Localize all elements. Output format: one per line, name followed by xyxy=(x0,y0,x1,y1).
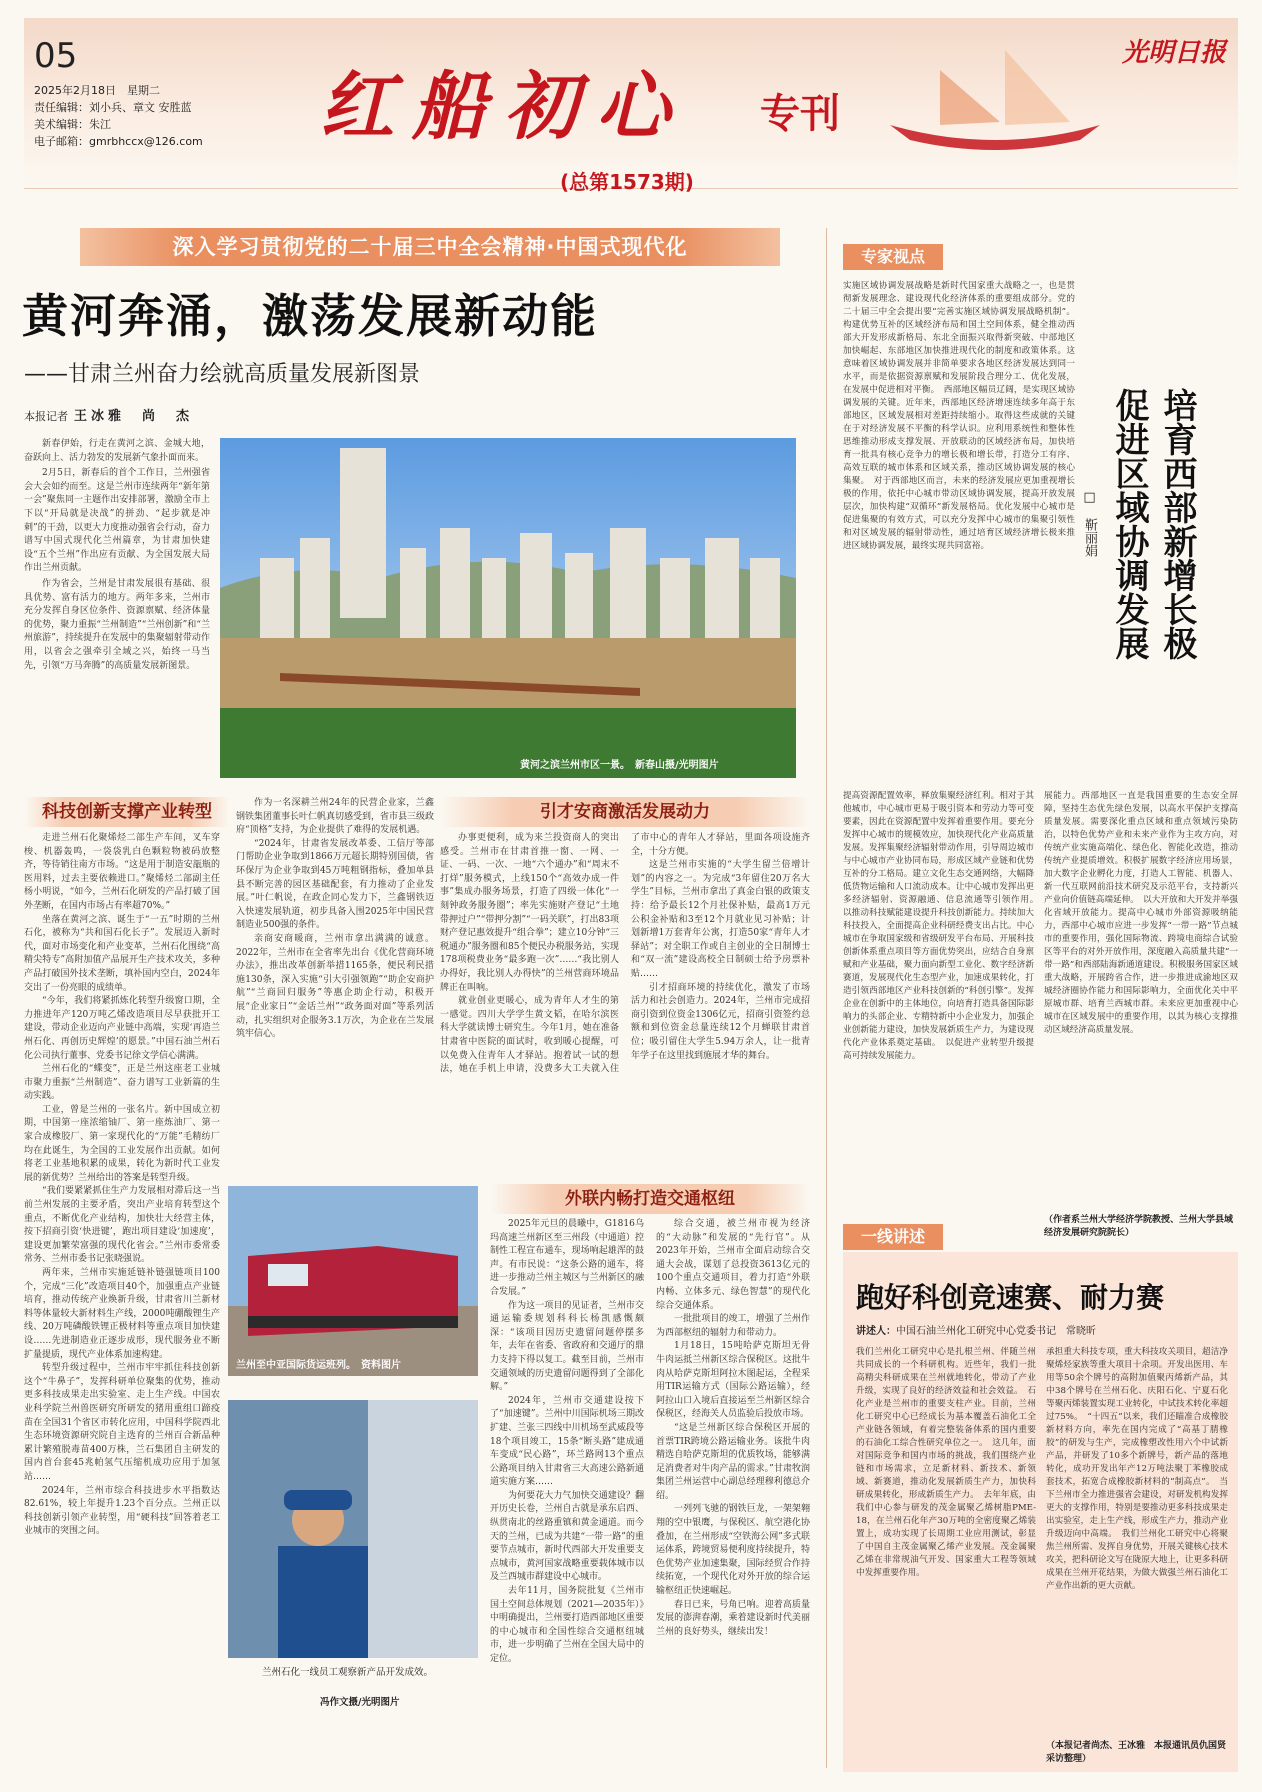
lanzhou-city-photo xyxy=(220,438,796,778)
expert-author: □ 靳丽娟 xyxy=(1082,490,1097,557)
body-paragraph: 春日已来，号角已响。迎着高质量发展的澎湃春潮，乘着建设新时代美丽兰州的良好势头，继续出发！ xyxy=(656,1599,810,1637)
body-paragraph: 2024年，兰州市交通建设按下了“加速键”。兰州中川国际机场三期改扩建、兰张三四线中川机场至武威段等18个项目竣工，15条“断头路”建成通车变成“民心路”，环兰路网13个重点公路项目纳入甘肃省三大高速公路新通道实施方案…… xyxy=(490,1395,644,1488)
body-paragraph: 一批批项目的竣工，增强了兰州作为西部枢纽的辐射力和带动力。 xyxy=(656,1314,810,1338)
issue-number: (总第1573期) xyxy=(560,170,694,194)
body-paragraph: 坐落在黄河之滨、诞生于“一五”时期的兰州石化，被称为“共和国石化长子”。发展迈入新时代，面对市场变化和产业变革，兰州石化围绕“高精尖特专”高附加值产品展开生产技术攻关，多种产品打破国外技术垄断，填补国内空白，2024年交出了一份亮眼的成绩单。 xyxy=(24,914,220,993)
lead-photo-caption: 黄河之滨兰州市区一景。 新春山摄/光明图片 xyxy=(520,760,719,771)
byline-names: 王冰雅 尚 杰 xyxy=(74,409,194,424)
worker-image xyxy=(228,1400,478,1658)
expert-column-2: 提高资源配置效率，释放集聚经济红利。相对于其他城市，中心城市更易于吸引资本和劳动力等可变要素，因此在资源配置中发挥着重要作用。要充分发挥中心城市的规模效应，加快现代化产业高质量发展。发挥集聚经济辐射带动作用，引导周边城市与中心城市产业协同布局，形成区域产业链和优势互补的分工格局。建立文化生态交通网络，大幅降低货物运输和人口流动成本。让中心城市发挥出更多经济辐射、资源融通、信息流通等引领作用。 以推动科技赋能建设提升科技创新能力。持续加大科技投入，全面提高企业科研经费支出占比。中心城市在争取国家级和省级研发平台布局、开展科技创新体系重点项目等方面优势突出，应结合自身禀赋和产业基础，聚力面向新型工业化、数字经济新赛道，发展现代化生态型产业，加速成果转化，打造引领西部地区产业科技创新的“科创引擎”。发挥企业在创新中的主体地位，向培育打造具备国际影响力的头部企业、专精特新中小企业发力，加强企业创新能力建设，加快发展新质生产力，为建设现代化产业体系奠定基础。 以促进产业转型升级提高可持续发展能力。 xyxy=(843,791,1043,1061)
train-image xyxy=(228,1186,478,1376)
body-paragraph: 为何要花大力气加快交通建设？翻开历史长卷，兰州自古就是承东启西、纵贯南北的丝路重镇和黄金通道。而今天的兰州，已成为共建“一带一路”的重要节点城市，新时代西部大开发重要支点城市，黄河国家战略重要载体城市以及兰西城市群建设中心城市。 xyxy=(490,1490,644,1583)
speaker-label: 讲述人： xyxy=(856,1326,896,1337)
expert-author-note: （作者系兰州大学经济学院教授、兰州大学县域经济发展研究院院长） xyxy=(1044,1215,1234,1238)
section-heading-talent: 引才安商激活发展动力 xyxy=(440,797,810,827)
body-paragraph: 一列列飞驰的钢铁巨龙，一架架翱翔的空中银鹰，与保税区、航空港化协叠加，在兰州形成“空铁海公网”多式联运体系，跨境贸易便利度持续提升，特色优势产业加速集聚，国际经贸合作持续拓宽，一个现代化对外开放的综合运输枢纽正快速崛起。 xyxy=(656,1504,810,1597)
body-paragraph: 引才招商环境的持续优化，激发了市场活力和社会创造力。2024年，兰州市完成招商引资到位资金1306亿元，招商引资签约总额和到位资金总量连续12个月蝉联甘肃首位；吸引留住大学生5.94万余人，让一批青年学子在这里找到施展才华的舞台。 xyxy=(631,982,810,1061)
expert-title-line-2: 促进区域协调发展 xyxy=(1109,388,1149,660)
frontline-tag: 一线讲述 xyxy=(843,1224,943,1250)
lead-subheadline: ——甘肃兰州奋力绘就高质量发展新图景 xyxy=(24,362,421,387)
body-paragraph: 2024年，兰州市综合科技进步水平指数达82.61%，较上年提升1.23个百分点。兰州正以科技创新引领产业转型，用“硬科技”回答着老工业城市的突围之问。 xyxy=(24,1485,220,1537)
section-transport-columns xyxy=(490,1218,810,1768)
worker-photo-credit: 冯作文摄/光明图片 xyxy=(320,1697,400,1708)
worker-photo-caption: 兰州石化一线员工观察新产品开发成效。 xyxy=(262,1667,434,1678)
city-skyline-image xyxy=(220,438,796,778)
train-photo-caption: 兰州至中亚国际货运班列。 资料图片 xyxy=(236,1360,401,1371)
freight-train-photo xyxy=(228,1186,478,1376)
body-paragraph: 作为这一项目的见证者，兰州市交通运输委规划科科长杨凯感慨颇深：“该项目因历史遗留问题停摆多年，去年在省委、省政府和交通厅的鼎力支持下得以复工。截至目前，兰州市交通领域的历史遗留问题得到了全部化解。” xyxy=(490,1300,644,1393)
lead-headline: 黄河奔涌，激荡发展新动能 xyxy=(22,289,598,343)
issue-date: 2025年2月18日 星期二 xyxy=(34,84,160,97)
body-paragraph: 两年来，兰州市实施延链补链强链项目100个，完成“三化”改造项目40个，加强重点产业链培育，推动传统产业焕新升级，甘肃省川兰新材料等体量较大新材料生产线，2000吨硼酸锂生产线、20万吨磷酸铁锂正极材料等重点项目加快建设……先进制造业正逐步成形，现代服务业不断扩量提质，现代产业体系加速构建。 xyxy=(24,1268,220,1360)
supplement-subtitle: 专刊 xyxy=(760,91,840,137)
red-boat-illustration xyxy=(880,30,1110,160)
intro-paragraph: 2月5日，新春后的首个工作日，兰州强省会大会如约而至。这是兰州市连续两年“新年第一会”聚焦同一主题作出安排部署，激励全市上下以“开局就是决战”的拼劲、“起步就是冲刺”的干劲，以更大力度推动强省会行动，奋力谱写中国式现代化兰州篇章，为甘肃加快建设“五个兰州”作出应有贡献、为全国发展大局作出兰州贡献。 xyxy=(24,468,210,574)
speaker-name: 中国石油兰州化工研究中心党委书记 常晓昕 xyxy=(896,1326,1096,1337)
theme-banner: 深入学习贯彻党的二十届三中全会精神·中国式现代化 xyxy=(80,228,780,266)
body-paragraph: 2025年元旦的晨曦中，G1816乌玛高速兰州新区至三州段（中通道）控制性工程宣布通车，现场响起雄浑的鼓声。有市民说：“这条公路的通车，将进一步推动兰州主城区与兰州新区的融合发展。” xyxy=(490,1219,644,1297)
edition-meta xyxy=(34,82,203,150)
expert-view-tag: 专家视点 xyxy=(843,244,943,270)
body-paragraph: “这是兰州新区综合保税区开展的首票TIR跨境公路运输业务。该批牛肉精选自哈萨克斯坦的优质牧场，能够满足消费者对牛肉产品的需求。”甘肃牧润集团兰州运营中心副总经理穆利德总介绍。 xyxy=(656,1422,810,1501)
expert-column-1: 实施区域协调发展战略是新时代国家重大战略之一，也是贯彻新发展理念、建设现代化经济体系的重要组成部分。党的二十届三中全会提出要“完善实施区域协调发展战略机制”。构建优势互补的区域经济布局和国土空间体系，健全推动西部大开发形成新格局、东北全面振兴取得新突破、中部地区加快崛起、东部地区加快推进现代化的制度和政策体系。这意味着区域协调发展并非简单要求各地区经济发展达到同一水平，而是依据资源禀赋和发展阶段合理分工、优化发展，在发展中促进相对平衡。 西部地区幅员辽阔，是实现区域协调发展的关键。近年来，西部地区经济增速连续多年高于东部地区，区域发展相对差距持续缩小。取得这些成就的关键在于对经济发展不平衡的科学认识。应利用系统性和整体性思维推动形成支撑发展、开放联动的区域经济布局，加快培育一批具有核心竞争力的增长极和增长带，打造分工有序、高效互联的城市体系和区域关系，推动区域协调发展的核心集聚。 对于西部地区而言，未来的经济发展应更加重视增长极的作用，依托中心城市带动区域协调发展，提高开放发展层次，加快构建“双循环”新发展格局。优化发展中心城市是促进集聚的有效方式，可以充分发挥中心城市的集聚引领性和对区域发展的辐射带动性，通过培育区域经济增长极来推进区域协调发展，最终实现共同富裕。 xyxy=(843,281,1075,551)
expert-title-line-1: 培育西部新增长极 xyxy=(1157,388,1197,660)
section-heading-transport: 外联内畅打造交通枢纽 xyxy=(490,1184,810,1214)
lecture-closing-note: （本报记者尚杰、王冰雅 本报通讯员仇国贤采访整理） xyxy=(1046,1741,1227,1764)
section-talent-columns xyxy=(440,832,810,1182)
section-tech-column-1 xyxy=(24,832,220,1768)
body-paragraph: 工业，曾是兰州的一张名片。新中国成立初期，中国第一座浓缩铀厂、第一座炼油厂、第一家合成橡胶厂、第一家现代化的“万能”毛精纺厂均在此诞生，为全国的工业发展作出贡献。如何将老工业基地积累的成果，转化为新时代工业发展的新优势？兰州给出的答案是转型升级。 xyxy=(24,1104,220,1183)
body-paragraph: 走进兰州石化聚烯烃二部生产车间，叉车穿梭、机器轰鸣，一袋袋乳白色颗粒物被码放整齐，等待销往南方市场。“这是用于制造安瓿瓶的医用料，过去主要依赖进口。”聚烯烃二部副主任杨小明说，“如今，兰州石化研发的产品打破了国外垄断，在国内市场占有率超70%。” xyxy=(24,833,220,911)
lead-intro xyxy=(24,438,210,778)
body-paragraph: 亲商安商暖商，兰州市拿出满满的诚意。2022年，兰州市在全省率先出台《优化营商环境办法》，推出改革创新举措1165条，便民利民措施130条，深入实施“引大引强领跑”“助企安商护航”“兰商回归服务”等惠企助企行动，积极开展“企业家日”“金话兰州”“政务面对面”等系列活动，扎实组织对企服务3.1万次，为企业在兰发展筑牢信心。 xyxy=(236,933,434,1040)
responsible-editor: 责任编辑：刘小兵、章文 安胜蓝 xyxy=(34,101,192,114)
editor-email: 电子邮箱：gmrbhccx@126.com xyxy=(34,135,203,148)
lead-byline xyxy=(24,405,193,424)
intro-paragraph: 新春伊始，行走在黄河之滨、金城大地，奋跃向上、活力勃发的发展新气象扑面而来。 xyxy=(24,439,210,463)
lecture-title: 跑好科创竞速赛、耐力赛 xyxy=(856,1281,1165,1314)
body-paragraph: 1月18日，15吨哈萨克斯坦无骨牛肉运抵兰州新区综合保税区。这批牛肉从哈萨克斯坦阿拉木图起运，全程采用TIR运输方式（国际公路运输），经阿拉山口入境后直接运至兰州新区综合保税区，经海关人员监验后投放市场。 xyxy=(656,1341,810,1420)
body-paragraph: 转型升级过程中，兰州市牢牢抓住科技创新这个“牛鼻子”，发挥科研单位聚集的优势，推动更多科技成果走出实验室、走上生产线。中国农业科学院兰州兽医研究所研发的猪用重组口蹄疫苗在全国31个省区市转化应用，中国科学院西北生态环境资源研究院自主选育的兰州百合新品种累计繁殖脱毒苗400万株，兰石集团自主研发的国内首台套45兆帕氢气压缩机成功应用于加氢站…… xyxy=(24,1363,220,1482)
body-paragraph: 办事更便利，成为来兰投资商人的突出感受。兰州市在甘肃首推一窗、一网、一证、一码、一次、一地“六个通办”和“周末不打烊”服务模式，上线150个“高效办成一件事”集成办服务场景，打造了四级一体化“一刻钟政务服务圈”；率先实施财产登记“土地带押过户”“带押分割”“一码关联”，打出83项财产登记惠效提升“组合拳”；建立10分钟“三税通办”服务圈和85个便民办税服务站，实现178项税费业务“最多跑一次”……“我比别人办得好，我比别人办得快”的兰州营商环境品牌正在叫响。 xyxy=(440,833,619,993)
section-tech-column-2 xyxy=(236,797,434,1177)
body-paragraph: “2024年，甘肃省发展改革委、工信厅等部门帮助企业争取到1866万元超长期特别国债，省环保厅为企业争取到45万吨粗钢指标，叠加单县县不断完善的园区基础配套，有力推动了企业发展。”叶仁帆说，在政企同心发力下，兰鑫钢铁迈入快速发展轨道，初步具备入围2025年中国民营制造业500强的条件。 xyxy=(236,838,434,931)
expert-column-3: 展能力。西部地区一直是我国重要的生态安全屏障，坚持生态优先绿色发展，以高水平保护支撑高质量发展。需要深化重点区域和重点领域污染防治，以特色优势产业和未来产业作为主攻方向，对传统产业实施高端化、绿色化、智能化改造，推动传统产业提质增效。积极扩展数字经济应用场景，加大数字企业孵化力度，打造人工智能、机器人、新一代互联网前沿技术研究及示范平台，支持新兴产业向价值链高端延伸。 以大开放和大开发并举强化省域开放能力。提高中心城市外部资源吸纳能力，西部中心城市应进一步发挥“一带一路”节点城市的重要作用，强化国际物流、跨境电商综合试验区等平台的对外开放作用，深度融入高质量共建“一带一路”和西部陆海新通道建设。积极服务国家区域重大战略，开展跨省合作，进一步推进成渝地区双城经济圈协作能力和国际影响力，全面优化关中平原城市群、培育兰西城市群。未来应更加重视中心城市在区域发展中的重要作用，以其为核心支撑推动区域经济高质量发展。 xyxy=(1044,791,1238,1035)
petrochemical-worker-photo xyxy=(228,1400,478,1658)
column-divider xyxy=(826,228,827,1768)
body-paragraph: “我们要紧紧抓住生产力发展相对滞后这一当前兰州发展的主要矛盾，突出产业培育转型这个重点，不断优化产业结构，加快壮大经营主体，按下招商引资‘快进键’，跑出项目建设‘加速度’，建设更加繁荣富强的现代化省会。”兰州市委常委常务、兰州市委书记张晓强说。 xyxy=(24,1186,220,1265)
byline-label: 本报记者 xyxy=(24,410,68,423)
lecture-column-1: 我们兰州化工研究中心是扎根兰州、伴随兰州共同成长的一个科研机构。近些年，我们一批高精尖科研成果在兰州就地转化，带动了产业升级，实现了良好的经济效益和社会效益。 石化产业是兰州市的重要支柱产业。目前，兰州化工研究中心已经成长为基本覆盖石油化工全产业链各领域，有着完整装备体系的国内重要的石油化工综合性研究单位之一。 这几年，面对国际竞争和国内市场的挑战，我们围绕产业链和市场需求，立足新材料、新技术、新领域、新赛道，推动化发展新质生产力，加快科研成果转化，形成新质生产力。 去年年底，由我们中心参与研发的茂金属聚乙烯树脂PME-18，在兰州石化年产30万吨的全密度聚乙烯装置上，成功实现了长周期工业应用测试，彰显了中国自主茂金属聚乙烯产业发展。茂金属聚乙烯在非常规油气开发、国家重大工程等领域中发挥重要作用。 xyxy=(856,1347,1036,1578)
body-paragraph: 去年11月，国务院批复《兰州市国土空间总体规划（2021—2035年）》中明确提出，兰州要打造西部地区重要的中心城市和全国性综合交通枢纽城市，进一步明确了兰州在全国大局中的定位。 xyxy=(490,1586,644,1664)
body-paragraph: 就业创业更暖心，成为青年人才生的第一感觉。四川大学学生黄文韬，在哈尔滨医科大学就读博士研究生。今年1月，她在准备甘肃省中医院的面试时，收到暖心提醒，可以免费入住青年人才驿站。抱着试一试的想法，她在手机上申请，没费多大工夫就入住了市中心的青年人才驿站，里面各项设施齐全，十分方便。 xyxy=(440,833,810,1075)
body-paragraph: 作为一名深耕兰州24年的民营企业家，兰鑫钢铁集团董事长叶仁帆真切感受到，省市县三级政府“顶格”支持，为企业提供了难得的发展机遇。 xyxy=(236,798,435,836)
newspaper-logo: 光明日报 xyxy=(1122,38,1227,68)
art-editor: 美术编辑：朱江 xyxy=(34,118,111,131)
body-paragraph: 这是兰州市实施的“大学生留兰倍增计划”的内容之一。为完成“3年留住20万名大学生”目标，兰州市拿出了真金白银的政策支持：给予最长12个月社保补贴，最高1万元公积金补贴和3至12个月就业见习补贴；计划新增1万套青年公寓，打造50家“青年人才驿站”；对全职工作或自主创业的全日制博士和“双一流”建设高校全日制硕士给予房票补贴…… xyxy=(631,860,810,979)
supplement-title: 红船初心 xyxy=(320,64,688,150)
body-paragraph: 综合交通，被兰州市视为经济的“大动脉”和发展的“先行官”。从2023年开始，兰州市全面启动综合交通大会战，谋划了总投资3613亿元的100个重点交通项目，着力打造“外联内畅、立体多元、绿色智慧”的现代化综合交通体系。 xyxy=(656,1219,810,1311)
body-paragraph: “今年，我们将紧抓炼化转型升级窗口期，全力推进年产120万吨乙烯改造项目尽早获批开工建设，带动企业迈向产业链中高端，实现‘再造兰州石化、再创历史辉煌’的愿景。”中国石油兰州石化公司执行董事、党委书记徐文学信心满满。 xyxy=(24,996,220,1061)
page-number: 05 xyxy=(34,36,78,76)
body-paragraph: 兰州石化的“蝶变”，正是兰州这座老工业城市聚力重振“兰州制造”、奋力谱写工业新篇的生动实践。 xyxy=(24,1064,220,1102)
intro-paragraph: 作为省会，兰州是甘肃发展很有基础、很具优势、富有活力的地方。两年多来，兰州市充分发挥自身区位条件、资源禀赋、经济体量的优势，聚力重振“兰州制造”“兰州创新”和“兰州旅游”，持续提升在发展中的集聚辐射带动作用，以省会之强牵引全域之兴，始终一马当先，引领“万马奔腾”的高质量发展新图景。 xyxy=(24,578,210,671)
section-heading-tech: 科技创新支撑产业转型 xyxy=(24,797,230,827)
lecture-column-2: 承担重大科技专项，重大科技攻关项目，超洁净聚烯烃家族等重大项目十余项。开发出医用、车用等50余个牌号的高附加值聚丙烯新产品，其中38个牌号在兰州石化、庆阳石化、宁夏石化等聚丙烯装置实现工业转化，中试技术转化率超过75%。 “十四五”以来，我们还瞄准合成橡胶新材料方向，率先在国内完成了“高基丁腈橡胶”的研发与生产，完成橡塑改性用六个中试新产品，并研发了10多个新牌号，新产品的落地转化，成功开发出年产12万吨法聚丁苯橡胶成套技术，拓宽合成橡胶新材料的“制高点”。 当下兰州市全力推进强省会建设，对研发机构发挥更大的支撑作用，特别是要推动更多科技成果走出实验室，走上生产线，形成生产力，推动产业升级迈向中高端。 我们兰州化工研究中心将聚焦兰州所需、发挥自身优势，开展关键核心技术攻关，把科研论文写在陇原大地上，让更多科研成果在兰州开花结果，为做大做强兰州石油化工产业作出新的更大贡献。 xyxy=(1046,1347,1228,1591)
lecture-speaker xyxy=(856,1322,1096,1337)
